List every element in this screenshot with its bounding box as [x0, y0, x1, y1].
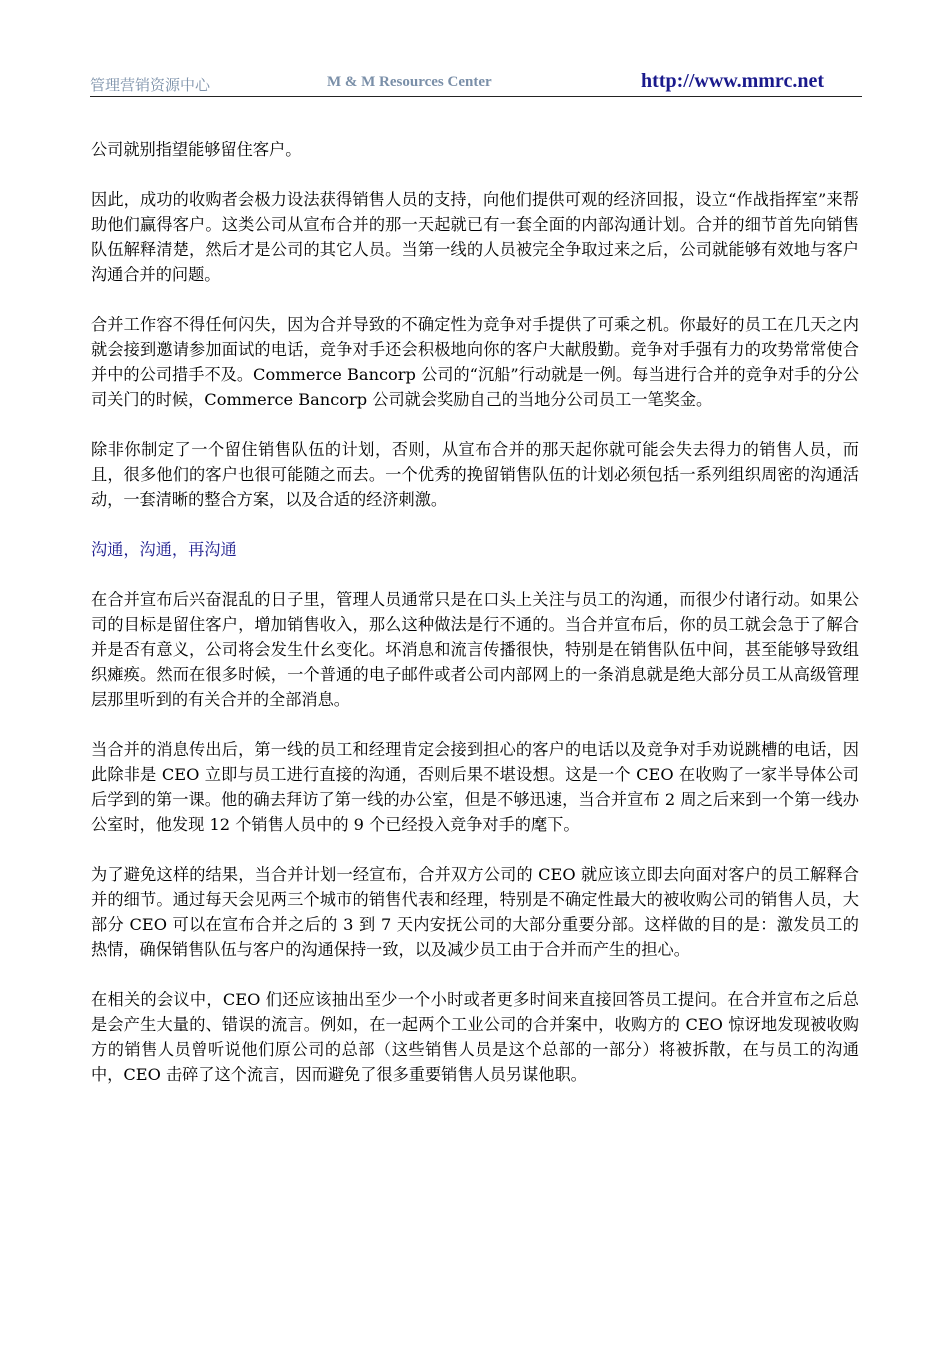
paragraph-competitors: 合并工作容不得任何闪失，因为合并导致的不确定性为竞争对手提供了可乘之机。你最好的员工在几天之内就会接到邀请参加面试的电话，竞争对手还会积极地向你的客户大献殷勤。竞争对手强有力的攻势常常使合并中的公司措手不及。Commerce Bancorp 公司的“沉船”行动就是一例。每当进行合并的竞争对手的分公司关门的时候，Commerce Bancorp 公司就会奖励自己的当地分公司员工一笔奖金。: [91, 315, 859, 409]
header-center-title: M & M Resources Center: [327, 74, 492, 90]
header-url-link[interactable]: http://www.mmrc.net: [641, 70, 824, 92]
paragraph-rumors: 在相关的会议中，CEO 们还应该抽出至少一个小时或者更多时间来直接回答员工提问。在合并宣布之后总是会产生大量的、错误的流言。例如，在一起两个工业公司的合并案中，收购方的 CEO 惊讶地发现被收购方的销售人员曾听说他们原公司的总部（这些销售人员是这个总部的一部分）将被拆散，在与员工的沟通中，CEO 击碎了这个流言，因而避免了很多重要销售人员另谋他职。: [91, 990, 859, 1084]
paragraph-sales-support: 因此，成功的收购者会极力设法获得销售人员的支持，向他们提供可观的经济回报，设立“作战指挥室”来帮助他们赢得客户。这类公司从宣布合并的那一天起就已有一套全面的内部沟通计划。合并的细节首先向销售队伍解释清楚，然后才是公司的其它人员。当第一线的人员被完全争取过来之后，公司就能够有效地与客户沟通合并的问题。: [91, 190, 859, 284]
header-org-name: 管理营销资源中心: [90, 76, 211, 94]
paragraph-ceo-lesson: 当合并的消息传出后，第一线的员工和经理肯定会接到担心的客户的电话以及竞争对手劝说跳槽的电话，因此除非是 CEO 立即与员工进行直接的沟通，否则后果不堪设想。这是一个 CEO 在收购了一家半导体公司后学到的第一课。他的确去拜访了第一线的办公室，但是不够迅速，当合并宣布 2 周之后来到一个第一线办公室时，他发现 12 个销售人员中的 9 个已经投入竞争对手的麾下。: [91, 740, 859, 834]
paragraph-ceo-visits: 为了避免这样的结果，当合并计划一经宣布，合并双方公司的 CEO 就应该立即去向面对客户的员工解释合并的细节。通过每天会见两三个城市的销售代表和经理，特别是不确定性最大的被收购公司的销售人员，大部分 CEO 可以在宣布合并之后的 3 到 7 天内安抚公司的大部分重要分部。这样做的目的是：激发员工的热情，确保销售队伍与客户的沟通保持一致，以及减少员工由于合并而产生的担心。: [91, 865, 859, 959]
section-heading: 沟通，沟通，再沟通: [91, 540, 237, 559]
page-header: [90, 70, 862, 97]
paragraph-communication: 在合并宣布后兴奋混乱的日子里，管理人员通常只是在口头上关注与员工的沟通，而很少付诸行动。如果公司的目标是留住客户，增加销售收入，那么这种做法是行不通的。当合并宣布后，你的员工就会急于了解合并是否有意义，公司将会发生什幺变化。坏消息和流言传播很快，特别是在销售队伍中间，甚至能够导致组织瘫痪。然而在很多时候，一个普通的电子邮件或者公司内部网上的一条消息就是绝大部分员工从高级管理层那里听到的有关合并的全部消息。: [91, 590, 859, 709]
document-body: [91, 137, 859, 1112]
paragraph-continued: 公司就别指望能够留住客户。: [91, 140, 302, 159]
paragraph-retention-plan: 除非你制定了一个留住销售队伍的计划，否则，从宣布合并的那天起你就可能会失去得力的销售人员，而且，很多他们的客户也很可能随之而去。一个优秀的挽留销售队伍的计划必须包括一系列组织周密的沟通活动，一套清晰的整合方案，以及合适的经济刺激。: [91, 440, 859, 509]
